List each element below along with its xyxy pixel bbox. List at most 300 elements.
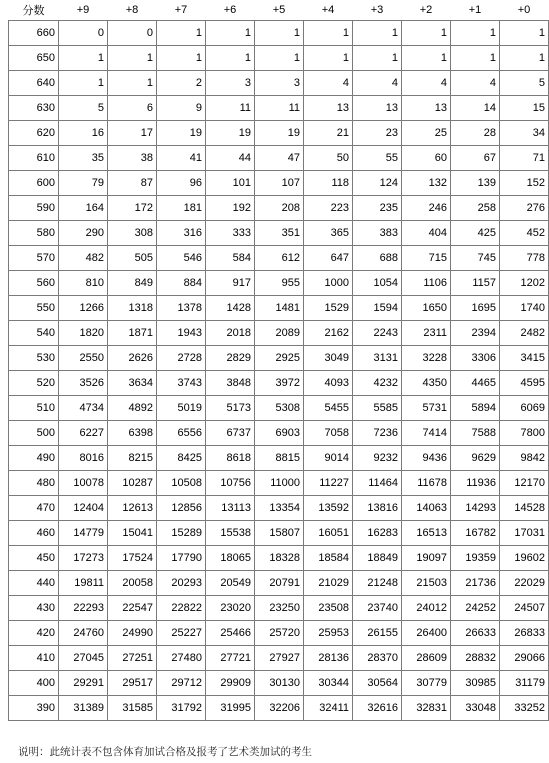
count-cell: 26833 bbox=[500, 621, 549, 646]
count-cell: 19811 bbox=[59, 571, 108, 596]
count-cell: 810 bbox=[59, 271, 108, 296]
score-cell: 490 bbox=[9, 446, 59, 471]
count-cell: 1378 bbox=[157, 296, 206, 321]
header-column: +5 bbox=[272, 4, 286, 16]
count-cell: 16782 bbox=[451, 521, 500, 546]
table-row bbox=[9, 146, 549, 171]
count-cell: 8815 bbox=[255, 446, 304, 471]
table-row bbox=[9, 446, 549, 471]
count-cell: 10287 bbox=[108, 471, 157, 496]
table-row bbox=[9, 96, 549, 121]
count-cell: 12404 bbox=[59, 496, 108, 521]
count-cell: 11000 bbox=[255, 471, 304, 496]
score-cell: 450 bbox=[9, 546, 59, 571]
count-cell: 25466 bbox=[206, 621, 255, 646]
count-cell: 11678 bbox=[402, 471, 451, 496]
count-cell: 8425 bbox=[157, 446, 206, 471]
count-cell: 11464 bbox=[353, 471, 402, 496]
score-cell: 410 bbox=[9, 646, 59, 671]
table-row bbox=[9, 46, 549, 71]
score-cell: 390 bbox=[9, 696, 59, 721]
count-cell: 38 bbox=[108, 146, 157, 171]
table-row bbox=[9, 471, 549, 496]
count-cell: 4 bbox=[402, 71, 451, 96]
count-cell: 6 bbox=[108, 96, 157, 121]
count-cell: 884 bbox=[157, 271, 206, 296]
table-row bbox=[9, 696, 549, 721]
count-cell: 30564 bbox=[353, 671, 402, 696]
count-cell: 32831 bbox=[402, 696, 451, 721]
count-cell: 5019 bbox=[157, 396, 206, 421]
count-cell: 1000 bbox=[304, 271, 353, 296]
count-cell: 3634 bbox=[108, 371, 157, 396]
count-cell: 5455 bbox=[304, 396, 353, 421]
count-cell: 19 bbox=[157, 121, 206, 146]
count-cell: 5894 bbox=[451, 396, 500, 421]
count-cell: 21029 bbox=[304, 571, 353, 596]
count-cell: 31792 bbox=[157, 696, 206, 721]
score-cell: 570 bbox=[9, 246, 59, 271]
count-cell: 26155 bbox=[353, 621, 402, 646]
count-cell: 13816 bbox=[353, 496, 402, 521]
count-cell: 2162 bbox=[304, 321, 353, 346]
count-cell: 16051 bbox=[304, 521, 353, 546]
count-cell: 3 bbox=[206, 71, 255, 96]
count-cell: 30779 bbox=[402, 671, 451, 696]
count-cell: 13 bbox=[402, 96, 451, 121]
count-cell: 1157 bbox=[451, 271, 500, 296]
count-cell: 11936 bbox=[451, 471, 500, 496]
count-cell: 5731 bbox=[402, 396, 451, 421]
table-row bbox=[9, 271, 549, 296]
count-cell: 23020 bbox=[206, 596, 255, 621]
count-cell: 17031 bbox=[500, 521, 549, 546]
count-cell: 3743 bbox=[157, 371, 206, 396]
count-cell: 3 bbox=[255, 71, 304, 96]
count-cell: 28 bbox=[451, 121, 500, 146]
table-row bbox=[9, 596, 549, 621]
score-cell: 540 bbox=[9, 321, 59, 346]
count-cell: 31585 bbox=[108, 696, 157, 721]
table-row bbox=[9, 246, 549, 271]
count-cell: 107 bbox=[255, 171, 304, 196]
table-row bbox=[9, 421, 549, 446]
count-cell: 1 bbox=[206, 46, 255, 71]
count-cell: 1 bbox=[353, 21, 402, 46]
count-cell: 246 bbox=[402, 196, 451, 221]
count-cell: 1 bbox=[108, 71, 157, 96]
count-cell: 3972 bbox=[255, 371, 304, 396]
count-cell: 22293 bbox=[59, 596, 108, 621]
table-row bbox=[9, 196, 549, 221]
count-cell: 9014 bbox=[304, 446, 353, 471]
count-cell: 1428 bbox=[206, 296, 255, 321]
count-cell: 1 bbox=[255, 46, 304, 71]
count-cell: 18584 bbox=[304, 546, 353, 571]
count-cell: 172 bbox=[108, 196, 157, 221]
header-column: +2 bbox=[419, 4, 433, 16]
count-cell: 27721 bbox=[206, 646, 255, 671]
table-row bbox=[9, 321, 549, 346]
count-cell: 26633 bbox=[451, 621, 500, 646]
count-cell: 139 bbox=[451, 171, 500, 196]
score-distribution-table-container bbox=[8, 0, 545, 721]
count-cell: 4734 bbox=[59, 396, 108, 421]
count-cell: 22029 bbox=[500, 571, 549, 596]
count-cell: 5585 bbox=[353, 396, 402, 421]
table-row bbox=[9, 571, 549, 596]
count-cell: 13113 bbox=[206, 496, 255, 521]
count-cell: 10078 bbox=[59, 471, 108, 496]
count-cell: 2394 bbox=[451, 321, 500, 346]
score-cell: 510 bbox=[9, 396, 59, 421]
count-cell: 4 bbox=[451, 71, 500, 96]
count-cell: 1740 bbox=[500, 296, 549, 321]
count-cell: 14 bbox=[451, 96, 500, 121]
count-cell: 3049 bbox=[304, 346, 353, 371]
count-cell: 276 bbox=[500, 196, 549, 221]
score-cell: 420 bbox=[9, 621, 59, 646]
score-cell: 580 bbox=[9, 221, 59, 246]
count-cell: 2311 bbox=[402, 321, 451, 346]
table-row bbox=[9, 346, 549, 371]
count-cell: 482 bbox=[59, 246, 108, 271]
count-cell: 132 bbox=[402, 171, 451, 196]
count-cell: 55 bbox=[353, 146, 402, 171]
count-cell: 4595 bbox=[500, 371, 549, 396]
table-row bbox=[9, 371, 549, 396]
count-cell: 101 bbox=[206, 171, 255, 196]
count-cell: 9232 bbox=[353, 446, 402, 471]
count-cell: 24012 bbox=[402, 596, 451, 621]
count-cell: 688 bbox=[353, 246, 402, 271]
count-cell: 1 bbox=[304, 46, 353, 71]
count-cell: 4093 bbox=[304, 371, 353, 396]
count-cell: 18849 bbox=[353, 546, 402, 571]
count-cell: 1 bbox=[402, 46, 451, 71]
count-cell: 3131 bbox=[353, 346, 402, 371]
count-cell: 5 bbox=[500, 71, 549, 96]
header-row bbox=[9, 0, 549, 21]
score-cell: 550 bbox=[9, 296, 59, 321]
count-cell: 1 bbox=[255, 21, 304, 46]
count-cell: 14779 bbox=[59, 521, 108, 546]
count-cell: 258 bbox=[451, 196, 500, 221]
count-cell: 7414 bbox=[402, 421, 451, 446]
count-cell: 316 bbox=[157, 221, 206, 246]
table-row bbox=[9, 396, 549, 421]
count-cell: 20058 bbox=[108, 571, 157, 596]
score-cell: 610 bbox=[9, 146, 59, 171]
count-cell: 14528 bbox=[500, 496, 549, 521]
count-cell: 3526 bbox=[59, 371, 108, 396]
count-cell: 223 bbox=[304, 196, 353, 221]
score-cell: 430 bbox=[9, 596, 59, 621]
table-row bbox=[9, 521, 549, 546]
table-row bbox=[9, 621, 549, 646]
table-row bbox=[9, 221, 549, 246]
count-cell: 16 bbox=[59, 121, 108, 146]
count-cell: 29712 bbox=[157, 671, 206, 696]
count-cell: 1 bbox=[402, 21, 451, 46]
count-cell: 8215 bbox=[108, 446, 157, 471]
count-cell: 124 bbox=[353, 171, 402, 196]
count-cell: 1650 bbox=[402, 296, 451, 321]
count-cell: 6227 bbox=[59, 421, 108, 446]
count-cell: 3228 bbox=[402, 346, 451, 371]
count-cell: 19359 bbox=[451, 546, 500, 571]
score-cell: 600 bbox=[9, 171, 59, 196]
count-cell: 23508 bbox=[304, 596, 353, 621]
count-cell: 1106 bbox=[402, 271, 451, 296]
count-cell: 4 bbox=[304, 71, 353, 96]
count-cell: 20791 bbox=[255, 571, 304, 596]
count-cell: 35 bbox=[59, 146, 108, 171]
count-cell: 44 bbox=[206, 146, 255, 171]
count-cell: 23250 bbox=[255, 596, 304, 621]
count-cell: 4232 bbox=[353, 371, 402, 396]
count-cell: 20549 bbox=[206, 571, 255, 596]
count-cell: 30985 bbox=[451, 671, 500, 696]
count-cell: 17 bbox=[108, 121, 157, 146]
count-cell: 955 bbox=[255, 271, 304, 296]
count-cell: 17524 bbox=[108, 546, 157, 571]
count-cell: 15 bbox=[500, 96, 549, 121]
count-cell: 28609 bbox=[402, 646, 451, 671]
count-cell: 30344 bbox=[304, 671, 353, 696]
score-cell: 530 bbox=[9, 346, 59, 371]
count-cell: 12613 bbox=[108, 496, 157, 521]
count-cell: 67 bbox=[451, 146, 500, 171]
count-cell: 3415 bbox=[500, 346, 549, 371]
header-column: +7 bbox=[174, 4, 188, 16]
count-cell: 24990 bbox=[108, 621, 157, 646]
table-row bbox=[9, 546, 549, 571]
count-cell: 30130 bbox=[255, 671, 304, 696]
count-cell: 1820 bbox=[59, 321, 108, 346]
count-cell: 34 bbox=[500, 121, 549, 146]
count-cell: 1871 bbox=[108, 321, 157, 346]
count-cell: 13592 bbox=[304, 496, 353, 521]
count-cell: 452 bbox=[500, 221, 549, 246]
count-cell: 917 bbox=[206, 271, 255, 296]
header-column: +3 bbox=[370, 4, 384, 16]
count-cell: 1 bbox=[500, 46, 549, 71]
score-cell: 400 bbox=[9, 671, 59, 696]
count-cell: 4465 bbox=[451, 371, 500, 396]
score-cell: 640 bbox=[9, 71, 59, 96]
count-cell: 21736 bbox=[451, 571, 500, 596]
count-cell: 71 bbox=[500, 146, 549, 171]
count-cell: 22547 bbox=[108, 596, 157, 621]
count-cell: 10756 bbox=[206, 471, 255, 496]
count-cell: 584 bbox=[206, 246, 255, 271]
header-column: +9 bbox=[76, 4, 90, 16]
count-cell: 1 bbox=[206, 21, 255, 46]
count-cell: 2829 bbox=[206, 346, 255, 371]
count-cell: 192 bbox=[206, 196, 255, 221]
score-cell: 660 bbox=[9, 21, 59, 46]
count-cell: 27927 bbox=[255, 646, 304, 671]
count-cell: 745 bbox=[451, 246, 500, 271]
count-cell: 47 bbox=[255, 146, 304, 171]
count-cell: 778 bbox=[500, 246, 549, 271]
header-column: +8 bbox=[125, 4, 139, 16]
count-cell: 1 bbox=[59, 71, 108, 96]
score-cell: 500 bbox=[9, 421, 59, 446]
count-cell: 2243 bbox=[353, 321, 402, 346]
count-cell: 9 bbox=[157, 96, 206, 121]
count-cell: 16513 bbox=[402, 521, 451, 546]
count-cell: 25720 bbox=[255, 621, 304, 646]
count-cell: 27480 bbox=[157, 646, 206, 671]
count-cell: 22822 bbox=[157, 596, 206, 621]
score-cell: 470 bbox=[9, 496, 59, 521]
count-cell: 11227 bbox=[304, 471, 353, 496]
table-row bbox=[9, 21, 549, 46]
count-cell: 351 bbox=[255, 221, 304, 246]
count-cell: 365 bbox=[304, 221, 353, 246]
table-row bbox=[9, 496, 549, 521]
count-cell: 647 bbox=[304, 246, 353, 271]
count-cell: 2626 bbox=[108, 346, 157, 371]
count-cell: 6737 bbox=[206, 421, 255, 446]
count-cell: 29291 bbox=[59, 671, 108, 696]
count-cell: 1202 bbox=[500, 271, 549, 296]
count-cell: 383 bbox=[353, 221, 402, 246]
count-cell: 0 bbox=[108, 21, 157, 46]
table-row bbox=[9, 646, 549, 671]
count-cell: 17790 bbox=[157, 546, 206, 571]
score-cell: 460 bbox=[9, 521, 59, 546]
count-cell: 21 bbox=[304, 121, 353, 146]
count-cell: 79 bbox=[59, 171, 108, 196]
count-cell: 612 bbox=[255, 246, 304, 271]
count-cell: 32411 bbox=[304, 696, 353, 721]
count-cell: 546 bbox=[157, 246, 206, 271]
table-row bbox=[9, 71, 549, 96]
count-cell: 31179 bbox=[500, 671, 549, 696]
count-cell: 164 bbox=[59, 196, 108, 221]
count-cell: 2 bbox=[157, 71, 206, 96]
count-cell: 2550 bbox=[59, 346, 108, 371]
table-row bbox=[9, 296, 549, 321]
count-cell: 33048 bbox=[451, 696, 500, 721]
count-cell: 10508 bbox=[157, 471, 206, 496]
count-cell: 2089 bbox=[255, 321, 304, 346]
count-cell: 14293 bbox=[451, 496, 500, 521]
count-cell: 1 bbox=[304, 21, 353, 46]
count-cell: 1 bbox=[59, 46, 108, 71]
score-cell: 560 bbox=[9, 271, 59, 296]
count-cell: 5 bbox=[59, 96, 108, 121]
count-cell: 16283 bbox=[353, 521, 402, 546]
count-cell: 5173 bbox=[206, 396, 255, 421]
count-cell: 333 bbox=[206, 221, 255, 246]
count-cell: 12856 bbox=[157, 496, 206, 521]
count-cell: 2925 bbox=[255, 346, 304, 371]
count-cell: 24252 bbox=[451, 596, 500, 621]
count-cell: 15289 bbox=[157, 521, 206, 546]
count-cell: 505 bbox=[108, 246, 157, 271]
count-cell: 27045 bbox=[59, 646, 108, 671]
count-cell: 1318 bbox=[108, 296, 157, 321]
score-cell: 440 bbox=[9, 571, 59, 596]
count-cell: 20293 bbox=[157, 571, 206, 596]
count-cell: 235 bbox=[353, 196, 402, 221]
count-cell: 3306 bbox=[451, 346, 500, 371]
count-cell: 41 bbox=[157, 146, 206, 171]
count-cell: 9842 bbox=[500, 446, 549, 471]
table-row bbox=[9, 171, 549, 196]
count-cell: 24507 bbox=[500, 596, 549, 621]
count-cell: 290 bbox=[59, 221, 108, 246]
count-cell: 1 bbox=[451, 21, 500, 46]
count-cell: 1 bbox=[451, 46, 500, 71]
count-cell: 19097 bbox=[402, 546, 451, 571]
count-cell: 11 bbox=[206, 96, 255, 121]
count-cell: 13354 bbox=[255, 496, 304, 521]
count-cell: 23740 bbox=[353, 596, 402, 621]
count-cell: 1266 bbox=[59, 296, 108, 321]
count-cell: 28832 bbox=[451, 646, 500, 671]
table-body bbox=[9, 21, 549, 721]
count-cell: 25 bbox=[402, 121, 451, 146]
count-cell: 849 bbox=[108, 271, 157, 296]
count-cell: 181 bbox=[157, 196, 206, 221]
count-cell: 1 bbox=[353, 46, 402, 71]
count-cell: 7588 bbox=[451, 421, 500, 446]
count-cell: 1 bbox=[157, 46, 206, 71]
count-cell: 25227 bbox=[157, 621, 206, 646]
score-cell: 480 bbox=[9, 471, 59, 496]
count-cell: 308 bbox=[108, 221, 157, 246]
count-cell: 7058 bbox=[304, 421, 353, 446]
count-cell: 6069 bbox=[500, 396, 549, 421]
count-cell: 1529 bbox=[304, 296, 353, 321]
table-row bbox=[9, 121, 549, 146]
header-column: +1 bbox=[468, 4, 482, 16]
count-cell: 3848 bbox=[206, 371, 255, 396]
count-cell: 19602 bbox=[500, 546, 549, 571]
count-cell: 208 bbox=[255, 196, 304, 221]
count-cell: 18328 bbox=[255, 546, 304, 571]
count-cell: 9436 bbox=[402, 446, 451, 471]
count-cell: 0 bbox=[59, 21, 108, 46]
count-cell: 715 bbox=[402, 246, 451, 271]
count-cell: 8016 bbox=[59, 446, 108, 471]
count-cell: 31389 bbox=[59, 696, 108, 721]
count-cell: 6903 bbox=[255, 421, 304, 446]
count-cell: 1943 bbox=[157, 321, 206, 346]
count-cell: 27251 bbox=[108, 646, 157, 671]
count-cell: 118 bbox=[304, 171, 353, 196]
score-cell: 630 bbox=[9, 96, 59, 121]
score-cell: 620 bbox=[9, 121, 59, 146]
count-cell: 33252 bbox=[500, 696, 549, 721]
count-cell: 23 bbox=[353, 121, 402, 146]
header-column: +0 bbox=[517, 4, 531, 16]
count-cell: 26400 bbox=[402, 621, 451, 646]
count-cell: 14063 bbox=[402, 496, 451, 521]
count-cell: 21248 bbox=[353, 571, 402, 596]
count-cell: 96 bbox=[157, 171, 206, 196]
count-cell: 1 bbox=[157, 21, 206, 46]
count-cell: 15807 bbox=[255, 521, 304, 546]
count-cell: 12170 bbox=[500, 471, 549, 496]
score-cell: 520 bbox=[9, 371, 59, 396]
count-cell: 1054 bbox=[353, 271, 402, 296]
